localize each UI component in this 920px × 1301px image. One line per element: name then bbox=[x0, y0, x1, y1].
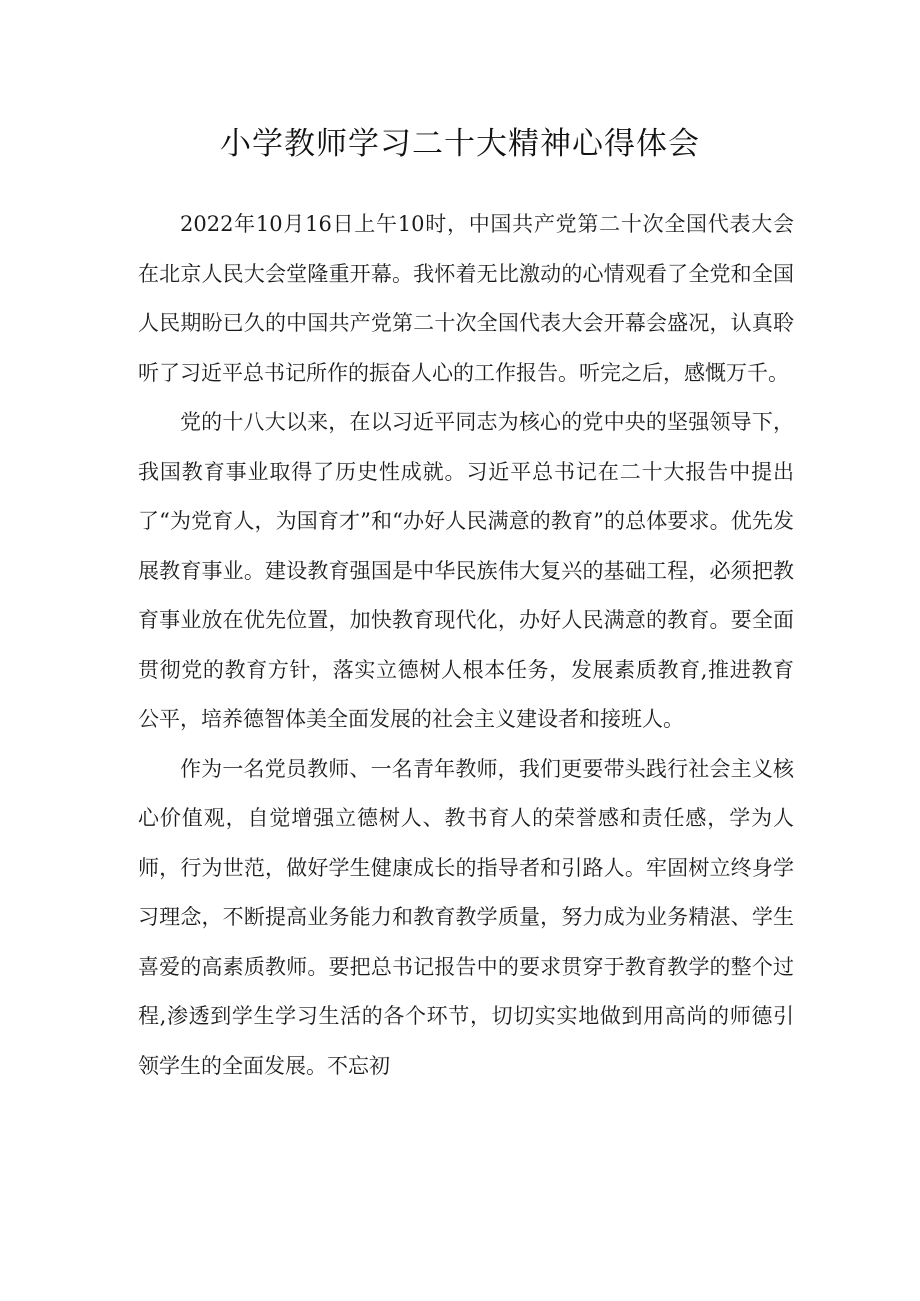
document-body bbox=[138, 200, 794, 1091]
paragraph-2: 党的十八大以来，在以习近平同志为核心的党中央的坚强领导下，我国教育事业取得了历史性成就。习近平总书记在二十大报告中提出了“为党育人，为国育才”和“办好人民满意的教育”的总体要求。优先发展教育事业。建设教育强国是中华民族伟大复兴的基础工程，必须把教育事业放在优先位置，加快教育现代化，办好人民满意的教育。要全面贯彻党的教育方针，落实立德树人根本任务，发展素质教育,推进教育公平，培养德智体美全面发展的社会主义建设者和接班人。 bbox=[138, 410, 794, 731]
paragraph-1: 2022年10月16日上午10时，中国共产党第二十次全国代表大会在北京人民大会堂隆重开幕。我怀着无比激动的心情观看了全党和全国人民期盼已久的中国共产党第二十次全国代表大会开幕会盛况，认真聆听了习近平总书记所作的振奋人心的工作报告。听完之后，感慨万千。 bbox=[138, 212, 794, 385]
document-title: 小学教师学习二十大精神心得体会 bbox=[220, 126, 700, 162]
paragraph-3: 作为一名党员教师、一名青年教师，我们更要带头践行社会主义核心价值观，自觉增强立德树人、教书育人的荣誉感和责任感，学为人师，行为世范，做好学生健康成长的指导者和引路人。牢固树立终身学习理念，不断提高业务能力和教育教学质量，努力成为业务精湛、学生喜爱的高素质教师。要把总书记报告中的要求贯穿于教育教学的整个过程,渗透到学生学习生活的各个环节，切切实实地做到用高尚的师德引领学生的全面发展。不忘初 bbox=[138, 756, 794, 1078]
